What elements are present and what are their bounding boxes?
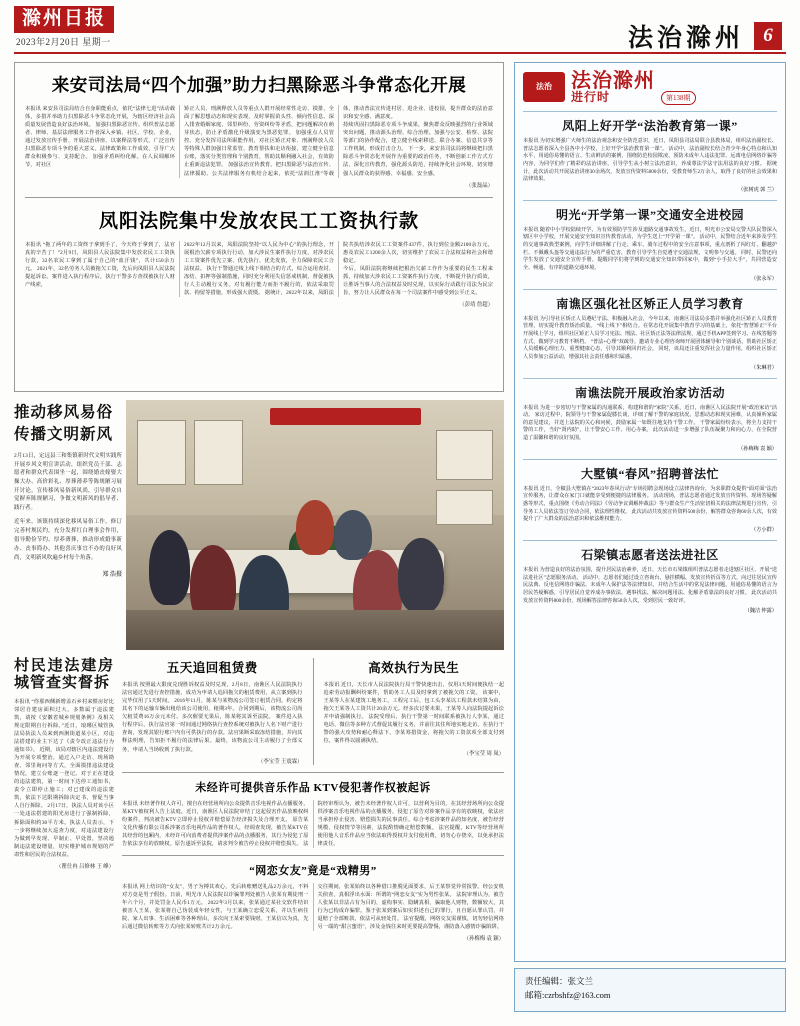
section-title: 法治滁州 [627, 25, 744, 52]
article-column: 2022年12月以来，凤阳法院坚持“以人民为中心”的执行理念，开展根治欠薪专项执行行动，加大涉民生案件执行力度，对涉农民工工资案件优先立案、优先执行、优先发放，全力保障农民工合法权益。 执行干警通过线上线下相结合的方式，综合运用查封、冻结、扣押等强制措施，同时充分利用失信惩戒机制，督促被执行人主动履行义务。对有履行能力而拒不履行的，依法采取罚款、拘留等措施，形成强大震慑。 据统计，2022年以来，凤阳法院共执结涉农民工工资案件437件，执行到位金额2100余万元，惠及农民工1200余人次，切实维护了农民工合法权益和社会和谐稳定。 [184, 241, 493, 296]
lead-article-body [25, 105, 493, 178]
rail-article-body: 本报讯 随着中小学校陆续开学，为有效预防学生涉及道路交通事故发生，近日，明光市公安局交警大队民警深入辖区中小学校，开展交通安全知识宣传教育活动，为学生送上“开学第一课”。 活动中，民警结合近年来涉及学生的交通事故典型案例，向学生详细讲解了行走、乘车、骑车过程中的安全注意事项，重点剖析了闯红灯、翻越护栏、不佩戴头盔等交通违法行为的严重危害，教育引导学生自觉遵守交通法规，文明参与交通。 同时，民警还向学生发放了交通安全宣传手册，提醒同学们将学到的交通安全知识带回家中，做到“小手拉大手”，共同营造安全、畅通、有序的道路交通环境。 [523, 226, 777, 272]
article-column: 今后，凤阳法院将继续把根治欠薪工作作为重要的民生工程来抓，持续加大涉农民工工资案件执行力度，不断提升执行质效，让胜诉当事人的合法权益及时兑现，以实际行动践行司法为民宗旨，努力让人民群众在每一个司法案件中感受到公平正义。 [343, 265, 493, 296]
photo-poster [194, 420, 243, 485]
masthead-right [628, 6, 786, 54]
rail-divider [523, 378, 777, 379]
lead-article-headline: 来安司法局“四个加强”助力扫黑除恶斗争常态化开展 [51, 75, 467, 95]
photo-person [398, 538, 443, 613]
photo-person [296, 500, 334, 555]
rail-brand [523, 69, 777, 105]
mid-article-4-headline: “网恋女友”竟是“戏精男” [249, 864, 377, 877]
issue-date: 2023年2月20日 星期一 [16, 36, 111, 47]
rail-article-body: 本报讯 为进一步密切与干警家属的沟通联系，构建和谐的“家院”关系，近日，南谯区人民法院开展“政治家访”活动。 家访过程中，院领导与干警家属促膝长谈，详细了解干警的家庭状况、思想动态和现实困难，认真倾听家属的意见建议，并送上法院的关心和问候，鼓励家属一如既往地支持干警工作。 干警家属纷纷表示，将全力支持干警的工作，当好“贤内助”，让干警安心工作、用心办案。 此次活动进一步增强了队伍凝聚力和向心力，在全院营造了温馨和谐的良好氛围。 [523, 404, 777, 442]
rail-brand-subtitle: 进行时 [571, 90, 611, 104]
mid-article-2-body: 本报讯 近日，天长市人民法院执行局干警快速出击，仅用3天时间便执结一起追索劳动报酬纠纷案件，帮助务工人员及时拿到了被拖欠的工资。 该案中，王某等人在某建筑工地务工，工程完工后，包工头李某以工程款未结算为由，拖欠王某等人工资共计20余万元。经多次讨要未果，王某等人向法院提起诉讼并申请强制执行。 法院受理后，执行干警第一时间联系被执行人李某，通过电话、微信等多种方式督促其履行义务，并前往其住所地实地走访。在执行干警的强大攻势和耐心释法下，李某筹措资金，将拖欠的工资款项全部支付到位，案件得以圆满执结。 [323, 682, 504, 745]
rail-issue-number: 第138期 [661, 91, 696, 105]
mid-article-2-byline: （李宝莹 周 岚） [463, 750, 504, 757]
mid-article-4-body [122, 883, 504, 931]
mid-article-3-headline: 未经许可提供音乐作品 KTV侵犯著作权被起诉 [195, 781, 431, 794]
section-divider [122, 772, 504, 773]
rail-article-byline: （朱琳君） [751, 364, 777, 371]
mid-top-row [122, 658, 504, 765]
rail-article [523, 546, 777, 614]
feature-headline: 推动移风易俗 传播文明新风 [14, 404, 114, 443]
article-column: 本报讯 来安县司法局结合自身职能重点，依托“法律七进”活动载体，多措并举助力扫黑除恶斗争常态化开展，为辖区经济社会高质量发展营造良好法治环境。 加强扫黑除恶宣传。组织普法志愿者、律师、基层法律服务工作者深入乡镇、社区、学校、企业，通过发放宣传手册、开展法治讲座、以案释法等形式，广泛宣传扫黑除恶专项斗争的重大意义、法律政策和工作成效，引导广大群众积极参与、支持配合。 加强矛盾纠纷化解。在人民调解环节，对社区 [25, 106, 175, 169]
mid-article-4-byline: （孙梅梅 袁 颖） [463, 936, 504, 943]
lead-article-box [14, 62, 504, 392]
photo-poster [137, 420, 186, 485]
mid-article-1-body: 本报讯 按照最大限度兑现胜诉权益及时兑现，2月8日，南谯区人民法院执行法官通过先进行查控措施，成功为申请人追回拖欠的租赁费用，从立案到执行完毕仅用了5天时间。 2016年11月，陈某与某物流公司签订租赁合同，约定将其名下的运输车辆出租给该公司使用，租期3年。合同到期后，该物流公司尚欠租赁费16万余元未付。多次催要无果后，陈某将其诉至法院。 案件进入执行程序后，执行法官第一时间通过网络执行查控系统对被执行人名下财产进行查询，发现其银行账户内有可供执行的存款。法官果断采取冻结措施，并向其释法明理，告知拒不履行的法律后果。最终，该物流公司主动履行了全部义务，申请人当场收到了执行款。 [122, 682, 303, 753]
footer-contact-box [514, 968, 786, 1012]
rail-article-byline: （魏洁 仲露） [744, 608, 777, 615]
photo-person [149, 530, 191, 605]
rail-article-byline: （张树虎 郭 兰） [738, 186, 777, 193]
column-divider [313, 658, 314, 765]
masthead-divider [14, 52, 786, 54]
rail-article-body: 本报讯 为营造良好的法治氛围，提升居民法治素养，近日，天长市石梁镇组织普法志愿者走进辖区社区，开展“送法进社区”志愿服务活动。 活动中，志愿者们通过设立咨询台、悬挂横幅、发放宣传折页等方式，向过往居民宣传民法典、反电信网络诈骗法、未成年人保护法等法律知识，并结合生活中的常见法律问题，用通俗易懂的语言为居民答疑解惑，引导居民自觉养成办事依法、遇事找法、解决问题用法、化解矛盾靠法的良好习惯。 此次活动共发放宣传资料800余份，现场解答法律咨询50余人次，受到居民一致好评。 [523, 566, 777, 604]
feature-photo-credit: 郑 浩摄 [102, 572, 122, 579]
second-article-headline: 凤阳法院集中发放农民工工资执行款 [98, 210, 419, 232]
rail-article-body: 本报讯 为切实增强广大师生的法治观念和安全防范意识，近日，凤阳县司法局联合县教体局，组织法治副校长、普法志愿者深入全县各中小学校，上好开学“法治教育第一课”。 活动中，法治副校长结合青少年身心特点和认知水平，用通俗易懂的语言、生动鲜活的案例，围绕防范校园欺凌、预防未成年人违法犯罪、远离电信网络诈骗等内容，为同学们作了精彩的法治讲座，引导学生从小树立法治意识，养成尊法学法守法用法的良好习惯。 据统计，此次活动共开展法治讲座30余场次，发放宣传资料5000余份，受教育师生2万余人，取得了良好的社会效果和法律效果。 [523, 138, 777, 183]
rail-article-headline: 凤阳上好开学“法治教育第一课” [562, 119, 738, 133]
feature-article [14, 400, 504, 650]
mid-article-1-byline: （李宝莹 王震霖） [258, 758, 303, 765]
rail-divider [523, 289, 777, 290]
mid-article-2-headline: 高效执行为民生 [368, 661, 460, 675]
rail-article [523, 295, 777, 371]
mid-article-1 [122, 658, 303, 765]
rail-article-headline: 大墅镇“春风”招聘普法忙 [580, 466, 719, 481]
second-article-body [25, 241, 493, 297]
rail-divider [523, 540, 777, 541]
lead-article-byline: （张磊晶） [466, 182, 493, 189]
second-article-byline: （彭靖 詹超） [459, 302, 493, 308]
masthead-left [14, 6, 114, 48]
article-column: 持续巩固扫黑除恶专项斗争成果，聚焦群众反映强烈的行业领域突出问题，推动源头治理、综合治理。加强与公安、检察、法院等部门的协作配合，建立健全线索移送、联合办案、信息共享等工作机制，形成打击合力。 下一步，来安县司法局将继续把扫黑除恶斗争常态化开展作为重要的政治任务，不断创新工作方式方法，深化宣传教育，强化源头防范，持续净化社会环境，切实增强人民群众的获得感、幸福感、安全感。 [343, 122, 493, 177]
article-divider [25, 197, 493, 198]
rail-brand-title: 法治滁州 [571, 70, 655, 92]
mid-article-3-body [122, 800, 504, 848]
rail-article-byline: （张永军） [751, 275, 777, 282]
photo-person [334, 510, 372, 560]
rail-article-headline: 南谯法院开展政治家访活动 [574, 385, 725, 400]
left-bottom-body: 本报讯 “你那西侧新增盖石乡村来惯房好比邻居自建房面积过大，多数属于违法建筑，请按《安徽省城乡规划条例》及相关规定限期自行拆除。”近日，琅琊区城管执法局执法人员来到西涧街道某小区，对违法搭建的业主下达了《责令改正违法行为通知书》。 近期，该局对辖区内违法建设行为开展专项整治，通过入户走访、现场勘查、邻里询问等方式，全面摸排违法建设情况，建立台账逐一登记。对于正在建设的违法建筑，第一时间下达停工通知书，责令立即停止施工；对已建成的违法建筑，依法下达限期拆除决定书，督促当事人自行拆除。 2月17日，执法人员对该小区一处违法搭建的阳光房进行了强制拆除，拆除面积约30平方米。执法人员表示，下一步将继续加大巡查力度，对违法建设行为做到早发现、早制止、早处置，坚决遏制违法建设增量，切实维护城市规划的严肃性和居民的合法权益。 [14, 698, 114, 858]
rail-divider [523, 111, 777, 112]
rail-article-headline: 石梁镇志愿者送法进社区 [581, 547, 719, 562]
left-bottom-byline: （瞿仕冉 吕修林 王 峰） [56, 863, 114, 870]
left-bottom-article [14, 658, 114, 1016]
article-column: 矫正人员、刑满释放人员等重点人群开展经常性走访、摸排，全面了解思想动态和现实表现，及时掌握苗头性、倾向性信息。深入排查婚姻家庭、邻里纠纷、劳资纠纷等矛盾，把问题解决在萌芽状态，防止矛盾激化升级演变为黑恶犯罪。 加强重点人员管控。充分发挥司法所职能作用，对社区矫正对象、刑满释放人员等特殊人群加强日常监管、教育帮扶和走访衔接，建立健全信息台账，落实分类管理和个别教育，帮助其顺利融入社会，有效防止重新违法犯罪。 加强法治宣传教育。把扫黑除恶与法治宣传、法律援助、公共法律服务有机结合起来，依托“法润江淮”等载体，推动普法宣传进村居、进企业、进校园，提升群众的法治意识和安全感、满意度。 [184, 106, 493, 177]
photo-poster [436, 430, 493, 480]
rail-article-headline: 明光“开学第一课”交通安全进校园 [555, 207, 744, 222]
rail-brand-badge: 法治 [523, 72, 565, 102]
rail-article [523, 465, 777, 533]
page-number: 6 [754, 22, 782, 50]
paper-logo: 滁州日报 [14, 6, 114, 33]
mid-article-4 [122, 862, 504, 942]
photo-banner [270, 408, 421, 426]
rail-article-headline: 南谯区强化社区矫正人员学习教育 [556, 296, 744, 311]
rail-article-byline: （孙梅梅 袁 颖） [738, 445, 777, 452]
article-column: 交往期间，张某始终以各种借口推脱见面要求，后王某察觉异常报警。经公安机关侦查，真相浮出水面：所谓的“网恋女友”实为男性张某。 法院审理认为，被告人张某以非法占有为目的，虚构事实、隐瞒真相，骗取他人财物，数额较大，其行为已构成诈骗罪。鉴于张某到案后如实供述自己的罪行，且自愿认罪认罚，并退赔了全部赃款，依法可从轻处罚。 法官提醒，网络交友需谨慎，切勿轻信网络另一端的“甜言蜜语”，涉及金钱往来时更要提高警惕，谨防落入感情诈骗陷阱。 [317, 883, 504, 931]
photo-floor [126, 610, 504, 650]
masthead [0, 0, 800, 56]
rail-article [523, 206, 777, 282]
article-column: 本报讯 “拖了两年的工资终于拿到手了，今天终于拿到了，法官真的辛苦了！”2月9日，凤阳县人民法院集中发放农民工工资执行款，32名农民工拿到了属于自己的“血汗钱”，共计150余万元。 2021年，32名劳务人员被拖欠工资，先后向凤阳县人民法院提起诉讼。案件进入执行程序后，执行干警多方查找被执行人财产线索， [25, 241, 175, 288]
rail-article [523, 384, 777, 452]
article-column: 本报讯 网上结识的“女友”，男子为搏其欢心，先后转账赠送礼品2万余元，不料对方竟是男子假扮。日前，明光市人民法院以诈骗罪判处被告人张某有期徒刑一年六个月，并处罚金人民币1万元。 2022年3月以来，张某通过某社交软件结识被害人王某，张某将自己伪装成年轻女性，与王某确立恋爱关系，并以生病住院、家人出事、生活困难等各种理由，多次向王某索要钱财。王某信以为真，先后通过微信转账等方式向张某转账共计2万余元。 [122, 883, 309, 931]
mid-article-2 [324, 658, 505, 765]
mid-bottom-block [122, 658, 504, 1016]
rail-article-body: 本报讯 为引导社区矫正人员遵纪守法、积极融入社会，今年以来，南谯区司法局多措并举强化社区矫正人员教育管理，切实提升教育矫治质量。 “线上线下”相结合。在常态化开展集中教育学习的基础上，依托“智慧矫正”平台开展线上学习，组织社区矫正人员学习宪法、刑法、社区矫正法等法律法规，通过手机APP签到学习、在线答题等方式，做到学习教育不断档。 “普法+心理”双疏导。邀请专业心理咨询师开展团体辅导和个别谈话，帮助社区矫正人员缓解心理压力、重塑健康心态，引导其顺利回归社会。 同时，该局还注重发挥社会力量作用，组织社区矫正人员参加公益活动，增强其社会责任感和归属感。 [523, 315, 777, 360]
left-bottom-headline: 村民违法建房 城管查实督拆 [14, 658, 114, 691]
right-rail [514, 62, 786, 962]
section-divider [122, 855, 504, 856]
rail-article-body: 本报讯 近日，全椒县大墅镇在“2023年春风行动”专场招聘会现场设立法律咨询台，为求职群众提供“面对面”法治宣传服务，让群众在家门口就能享受到便捷的法律服务。 活动现场，普法志愿者通过发放宣传资料、现场答疑解惑等形式，重点围绕《劳动合同法》《劳动争议调解仲裁法》等与群众生产生活密切相关的法律法规进行宣传，引导务工人员依法签订劳动合同，依法理性维权。 此次活动共发放宣传资料500余份，解答群众咨询60余人次，有效提升了广大群众的法治意识和依法维权能力。 [523, 485, 777, 523]
rail-divider [523, 459, 777, 460]
feature-photograph [126, 400, 504, 650]
photo-poster [436, 490, 493, 525]
article-column: 本报讯 未经著作权人许可，擅自在经营场所向公众提供音乐电视作品点播服务，某KTV被权利人告上法庭。近日，南谯区人民法院审结了这起侵害作品放映权纠纷案件，判决被告KTV立即停止侵权并赔偿原告经济损失及合理开支。 原告某文化传播有限公司系涉案音乐电视作品的著作权人，经调查发现，被告某KTV在其经营的包厢内，未经许可向消费者提供涉案作品的点播服务，其行为侵犯了原告依法享有的放映权。原告遂诉至法院，请求判令被告停止侵权并赔偿损失。 法院经审理认为，被告未经著作权人许可，以营利为目的，在其经营场所向公众提供涉案音乐电视作品的点播服务，侵犯了原告对涉案作品享有的放映权，依法应当承担停止侵害、赔偿损失的民事责任。综合考虑涉案作品的知名度、被告经营规模、侵权情节等因素，法院酌情确定赔偿数额。 法官提醒，KTV等经营场所使用他人音乐作品应当依法取得授权并支付使用费，切勿心存侥幸，以免承担法律责任。 [122, 800, 504, 847]
rail-article-byline: （方小群） [751, 526, 777, 533]
rail-article [523, 117, 777, 193]
feature-text-column [14, 400, 122, 650]
footer-editor: 责任编辑：张文兰 [525, 976, 594, 986]
feature-caption: 2月13日，定远县三和集镇新时代文明实践所开展乡风文明宣讲活动，组织党员干部、志愿者和群众代表围坐一起，围绕婚丧嫁娶大操大办、高价彩礼、厚葬薄养等陈规陋习展开讨论，宣传移风易俗新风尚，引导群众自觉摒弃陈规陋习，争做文明新风的倡导者、践行者。 [14, 453, 122, 511]
footer-email: 邮箱:czrbshfz@163.com [525, 990, 611, 1001]
mid-article-3 [122, 779, 504, 848]
feature-secondary-text: 近年来，该镇持续深化移风易俗工作，修订完善村规民约，充分发挥红白理事会作用，倡导勤俭节约、厚养薄葬，推动形成婚事新办、丧事简办、其他喜庆事宜不办的良好风尚，文明新风吹遍乡村每个角落。 [14, 519, 122, 562]
rail-divider [523, 200, 777, 201]
mid-article-1-headline: 五天追回租赁费 [166, 661, 258, 675]
